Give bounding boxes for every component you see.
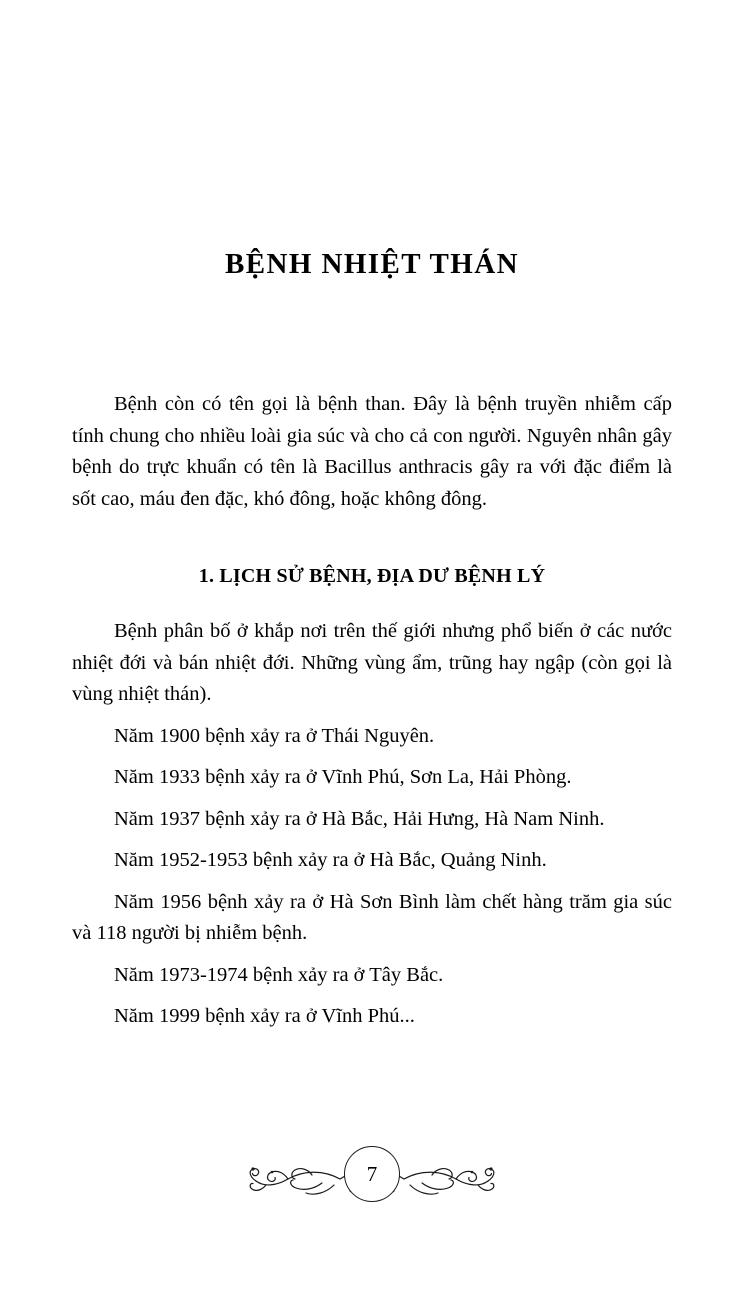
page-title: BỆNH NHIỆT THÁN bbox=[225, 248, 519, 280]
section-paragraph: Bệnh phân bố ở khắp nơi trên thế giới nhưng phổ biến ở các nước nhiệt đới và bán nhiệt đới. Những vùng ẩm, trũng hay ngập (còn gọi là vùng nhiệt thán). bbox=[72, 620, 672, 705]
history-line: Năm 1933 bệnh xảy ra ở Vĩnh Phú, Sơn La, Hải Phòng. bbox=[114, 766, 572, 788]
history-line: Năm 1956 bệnh xảy ra ở Hà Sơn Bình làm chết hàng trăm gia súc và 118 người bị nhiễm bệnh. bbox=[72, 890, 672, 944]
history-line: Năm 1900 bệnh xảy ra ở Thái Nguyên. bbox=[114, 724, 435, 747]
history-line: Năm 1973-1974 bệnh xảy ra ở Tây Bắc. bbox=[114, 963, 444, 986]
history-line: Năm 1999 bệnh xảy ra ở Vĩnh Phú... bbox=[114, 1005, 415, 1027]
history-line: Năm 1952-1953 bệnh xảy ra ở Hà Bắc, Quảng Ninh. bbox=[114, 849, 547, 871]
footer-ornament-icon bbox=[222, 1139, 522, 1209]
intro-paragraph: Bệnh còn có tên gọi là bệnh than. Đây là bệnh truyền nhiễm cấp tính chung cho nhiều loài gia súc và cho cả con người. Nguyên nhân gây bệnh do trực khuẩn có tên là Bacillus anthracis gây ra với đặc điểm là sốt cao, máu đen đặc, khó đông, hoặc không đông. bbox=[72, 393, 672, 510]
page-number: 7 bbox=[366, 1161, 378, 1186]
page-number-badge bbox=[344, 1146, 400, 1202]
section-heading: 1. LỊCH SỬ BỆNH, ĐỊA DƯ BỆNH LÝ bbox=[198, 565, 546, 587]
history-line: Năm 1937 bệnh xảy ra ở Hà Bắc, Hải Hưng, Hà Nam Ninh. bbox=[114, 807, 605, 830]
page-footer bbox=[0, 1134, 744, 1214]
